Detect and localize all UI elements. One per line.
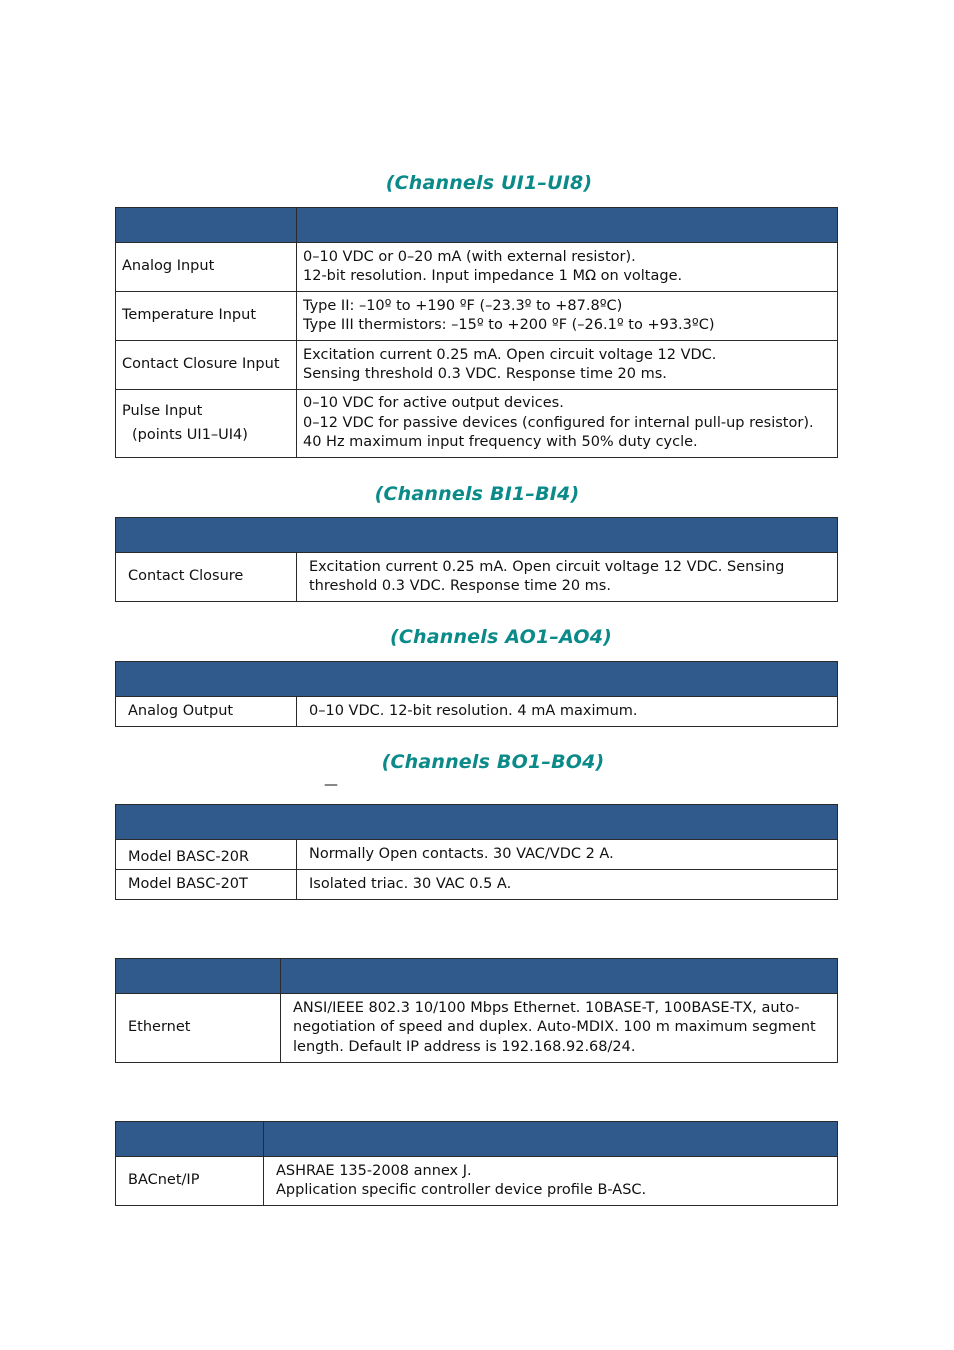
row-value: Isolated triac. 30 VAC 0.5 A. <box>297 870 838 900</box>
table-row <box>116 840 838 870</box>
row-label: Pulse Input (points UI1–UI4) <box>116 390 297 458</box>
row-label: Model BASC-20T <box>116 870 297 900</box>
row-value: 0–10 VDC. 12-bit resolution. 4 mA maximum. <box>297 697 838 727</box>
table-row <box>116 1157 838 1206</box>
table-header-row <box>116 208 838 243</box>
heading-binary-inputs: (Channels BI1–BI4) <box>374 483 580 505</box>
analog-outputs-table <box>115 661 838 727</box>
row-value: ANSI/IEEE 802.3 10/100 Mbps Ethernet. 10BASE-T, 100BASE-TX, auto-negotiation of speed and duplex. Auto-MDIX. 100 m maximum segment length. Default IP address is 192.168.92.68/24. <box>281 994 838 1063</box>
table-row <box>116 292 838 341</box>
heading-analog-outputs: (Channels AO1–AO4) <box>389 626 613 648</box>
row-label: Analog Input <box>116 243 297 292</box>
row-value: Normally Open contacts. 30 VAC/VDC 2 A. <box>297 840 838 870</box>
row-label: BACnet/IP <box>116 1157 264 1206</box>
heading-binary-outputs: (Channels BO1–BO4) <box>381 751 605 773</box>
row-label: Contact Closure Input <box>116 341 297 390</box>
row-value: 0–10 VDC or 0–20 mA (with external resistor). 12-bit resolution. Input impedance 1 MΩ on voltage. <box>297 243 838 292</box>
table-row <box>116 390 838 458</box>
row-value: Type II: –10º to +190 ºF (–23.3º to +87.8ºC) Type III thermistors: –15º to +200 ºF (–26.1º to +93.3ºC) <box>297 292 838 341</box>
binary-inputs-table <box>115 517 838 602</box>
row-label: Temperature Input <box>116 292 297 341</box>
row-value: 0–10 VDC for active output devices. 0–12 VDC for passive devices (configured for internal pull-up resistor). 40 Hz maximum input frequency with 50% duty cycle. <box>297 390 838 458</box>
table-row <box>116 341 838 390</box>
universal-inputs-table <box>115 207 838 458</box>
row-value: ASHRAE 135-2008 annex J. Application specific controller device profile B-ASC. <box>264 1157 838 1206</box>
stray-dash: — <box>324 777 338 793</box>
table-row <box>116 243 838 292</box>
row-value: Excitation current 0.25 mA. Open circuit voltage 12 VDC. Sensing threshold 0.3 VDC. Response time 20 ms. <box>297 341 838 390</box>
table-header-row <box>116 805 838 840</box>
table-row <box>116 870 838 900</box>
table-header-row <box>116 662 838 697</box>
table-row <box>116 553 838 602</box>
table-header-row <box>116 518 838 553</box>
row-label: Model BASC-20R <box>116 840 297 870</box>
row-value: Excitation current 0.25 mA. Open circuit voltage 12 VDC. Sensing threshold 0.3 VDC. Response time 20 ms. <box>297 553 838 602</box>
row-label: Analog Output <box>116 697 297 727</box>
protocol-table <box>115 1121 838 1206</box>
table-row <box>116 697 838 727</box>
table-header-row <box>116 959 838 994</box>
table-row <box>116 994 838 1063</box>
row-label: Ethernet <box>116 994 281 1063</box>
row-label: Contact Closure <box>116 553 297 602</box>
table-header-row <box>116 1122 838 1157</box>
binary-outputs-table <box>115 804 838 900</box>
communication-table <box>115 958 838 1063</box>
heading-universal-inputs: (Channels UI1–UI8) <box>385 172 593 194</box>
